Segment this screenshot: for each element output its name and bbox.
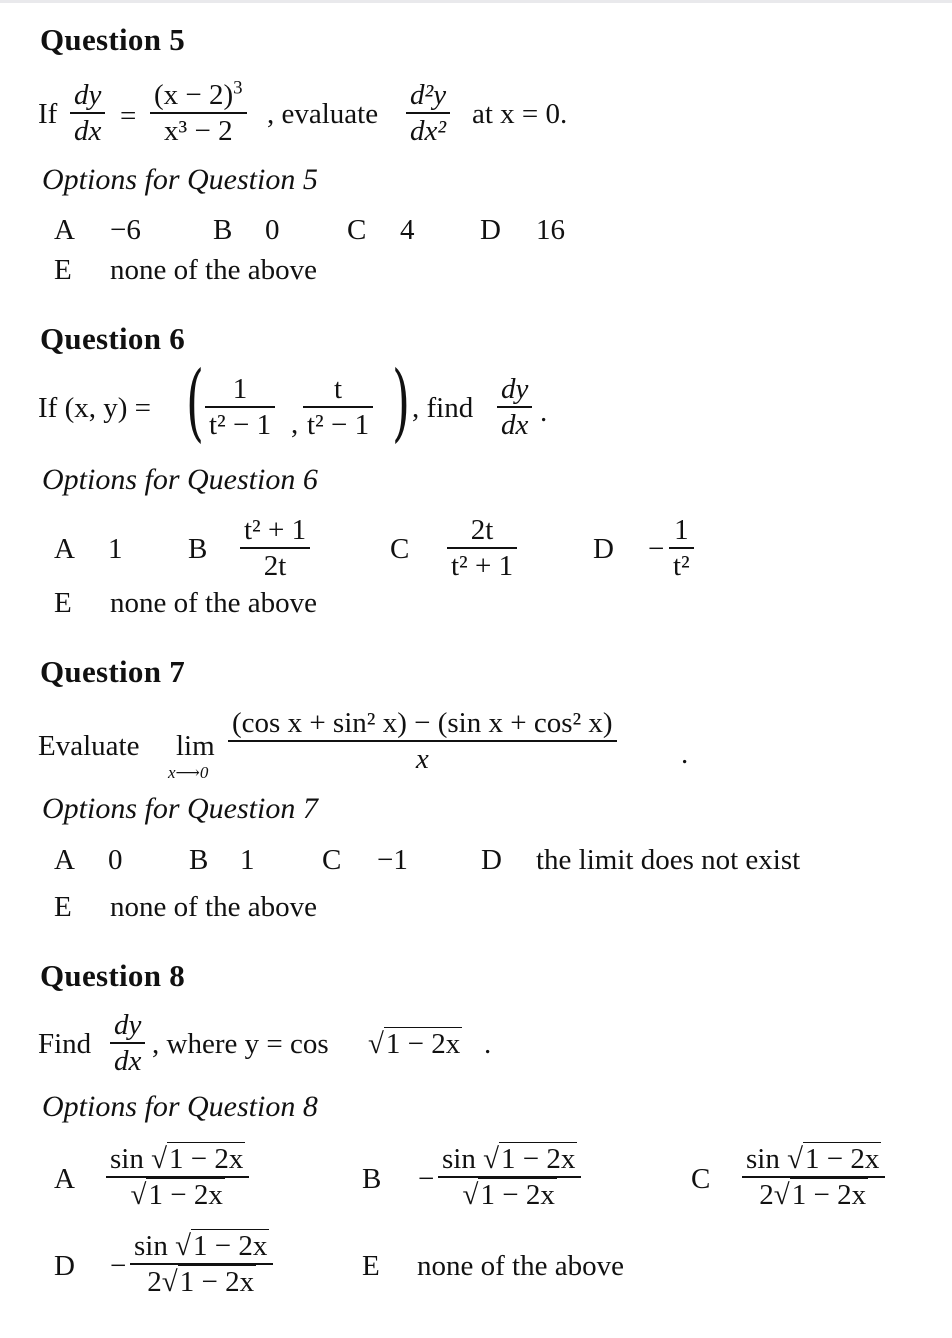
option-letter: E [362,1250,380,1282]
q5-evaluate: , evaluate [267,98,379,130]
q8-find: Find [38,1028,92,1060]
option-letter: B [189,844,209,876]
option-value: none of the above [110,587,317,619]
q5-dy-dx-fraction: dy dx [70,78,105,148]
q8-options-heading: Options for Question 8 [42,1090,318,1123]
option-letter: A [54,844,75,876]
option-letter: C [390,533,410,565]
q6-period: . [540,396,548,428]
top-divider [0,0,952,3]
option-letter: E [54,587,72,619]
q7-lim: lim [176,730,215,762]
option-letter: D [593,533,614,565]
q6-find: , find [412,392,474,424]
option-fraction: sin √1 − 2x √1 − 2x [438,1142,581,1212]
q6-if: If (x, y) = [38,392,151,424]
option-fraction: 1 t² [669,513,694,583]
option-sign: − [418,1163,435,1195]
q6-options-heading: Options for Question 6 [42,463,318,496]
option-fraction: 2t t² + 1 [447,513,517,583]
option-letter: B [362,1163,382,1195]
q7-lim-subscript: x⟶0 [168,763,209,782]
option-value: −1 [377,844,408,876]
question-5-title: Question 5 [40,22,186,57]
q6-dy-dx-fraction: dy dx [497,372,532,442]
option-value: 0 [108,844,123,876]
option-letter: B [188,533,208,565]
option-fraction: sin √1 − 2x 2√1 − 2x [130,1229,273,1299]
option-value: none of the above [110,254,317,286]
q5-options-heading: Options for Question 5 [42,163,318,196]
q8-where: , where y = cos [152,1028,329,1060]
option-value: none of the above [110,891,317,923]
question-8-title: Question 8 [40,958,186,993]
question-7-title: Question 7 [40,654,186,689]
q8-period: . [484,1028,492,1060]
option-value: −6 [110,214,141,246]
option-letter: D [480,214,501,246]
q5-if: If [38,98,58,130]
q7-evaluate: Evaluate [38,730,140,762]
option-value: 1 [108,533,123,565]
q6-close-paren: ) [392,353,411,451]
q5-at-x: at x = 0. [472,98,568,130]
question-6-title: Question 6 [40,321,186,356]
q8-dy-dx-fraction: dy dx [110,1008,145,1078]
q5-rhs-fraction: $(x - 2)^3$ x³ − 2 [150,78,247,148]
option-letter: B [213,214,233,246]
option-letter: A [54,533,75,565]
q6-fraction-2: t t² − 1 [303,372,373,442]
option-sign: − [648,533,665,565]
q8-sqrt: √1 − 2x [368,1028,461,1060]
q6-comma: , [291,408,299,440]
option-value: 1 [240,844,255,876]
option-letter: E [54,891,72,923]
q6-fraction-1: 1 t² − 1 [205,372,275,442]
option-fraction: t² + 1 2t [240,513,310,583]
option-letter: A [54,214,75,246]
option-value: the limit does not exist [536,844,801,876]
option-value: none of the above [417,1250,624,1282]
q5-equals: = [120,100,137,132]
option-value: 16 [536,214,565,246]
sqrt-sign: √ [368,1028,384,1060]
option-letter: A [54,1163,75,1195]
q7-limit-fraction: (cos x + sin² x) − (sin x + cos² x) x [228,706,617,776]
option-letter: C [691,1163,711,1195]
option-sign: − [110,1250,127,1282]
option-letter: C [347,214,367,246]
option-letter: E [54,254,72,286]
q7-options-heading: Options for Question 7 [42,792,318,825]
q5-second-derivative-fraction: d²y dx² [406,78,450,148]
q7-period: . [681,738,689,770]
option-fraction: sin √1 − 2x √1 − 2x [106,1142,249,1212]
q6-open-paren: ( [186,353,205,451]
option-value: 4 [400,214,415,246]
option-letter: C [322,844,342,876]
option-fraction: sin √1 − 2x 2√1 − 2x [742,1142,885,1212]
option-letter: D [54,1250,75,1282]
option-value: 0 [265,214,280,246]
option-letter: D [481,844,502,876]
